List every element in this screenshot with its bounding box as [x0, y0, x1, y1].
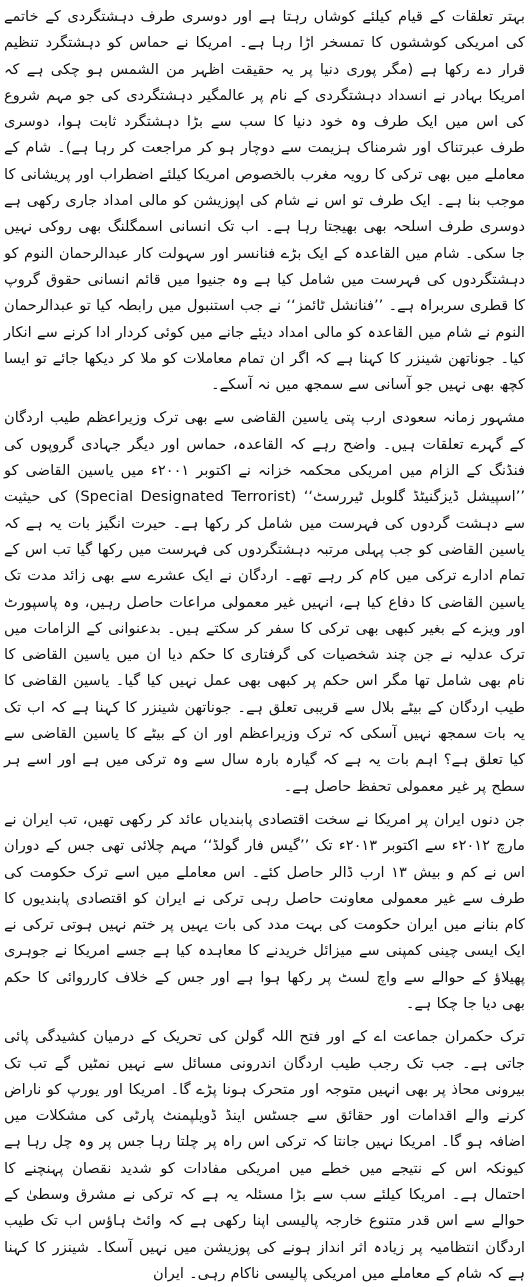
article-body	[4, 4, 525, 1287]
article-paragraph: مشہور زمانہ سعودی ارب پتی یاسین القاضی سے بھی ترک وزیراعظم طیب اردگان کے گہرے تعلقات ہیں۔ واضح رہے کہ القاعدہ، حماس اور دیگر جہادی گروپوں کی فنڈنگ کے الزام میں امریکی محکمہ خزانہ نے اکتوبر ۲۰۰۱ء میں یاسین القاضی کو ’’اسپیشل ڈیزگنیٹڈ گلوبل ٹیررسٹ‘‘ (Special Designated Terrorist) کی حیثیت سے دہشت گردوں کی فہرست میں شامل کر رکھا ہے۔ حیرت انگیز بات یہ ہے کہ یاسین القاضی کو جب پہلی مرتبہ دہشتگردوں کی فہرست میں رکھا گیا تب اس کے تمام ادارے ترکی میں کام کر رہے تھے۔ اردگان نے ایک عشرے سے بھی زائد مدت تک یاسین القاضی کا دفاع کیا ہے، انہیں غیر معمولی مراعات حاصل رہیں، وہ پاسپورٹ اور ویزے کے بغیر کبھی بھی ترکی کا سفر کر سکتے ہیں۔ بدعنوانی کے الزامات میں ترک عدلیہ نے جن چند شخصیات کی گرفتاری کا حکم دیا ان میں یاسین القاضی کا نام بھی شامل تھا مگر اس حکم پر کبھی بھی عمل نہیں کیا گیا۔ یاسین القاضی کا طیب اردگان کے بیٹے بلال سے قریبی تعلق ہے۔ جوناتھن شینزر کا کہنا ہے کہ اب تک یہ بات سمجھ نہیں آسکی کہ ترک وزیراعظم اور ان کے بیٹے کا یاسین القاضی سے کیا تعلق ہے؟ اہم بات یہ ہے کہ گیارہ بارہ سال سے وہ ترکی میں ہے اور اسے ہر سطح پر غیر معمولی تحفظ حاصل ہے۔	[4, 409, 525, 795]
article-paragraph: ترک حکمران جماعت اے کے اور فتح اللہ گولن کی تحریک کے درمیان کشیدگی پائی جاتی ہے۔ جب تک رجب طیب اردگان اندرونی مسائل سے نہیں نمٹیں گے تب تک بیرونی محاذ پر بھی انہیں متوجہ اور متحرک ہونا پڑے گا۔ امریکا اور یورپ کو ناراض کرنے والے اقدامات اور حقائق سے جسٹس اینڈ ڈویلپمنٹ پارٹی کی مشکلات میں اضافہ ہو گا۔ امریکا نہیں جانتا کہ ترکی اس راہ پر چلتا رہا جس پر وہ چل رہا ہے کیونکہ اس کے نتیجے میں خطے میں امریکی مفادات کو شدید نقصان پہنچنے کا احتمال ہے۔ امریکا کیلئے سب سے بڑا مسئلہ یہ ہے کہ ترکی نے مشرق وسطیٰ کے حوالے سے اس قدر متنوع خارجہ پالیسی اپنا رکھی ہے کہ وائٹ ہاؤس اب تک طیب اردگان انتظامیہ پر زیادہ اثر انداز ہونے کی پوزیشن میں نہیں آسکا۔ شینزر کا کہنا ہے کہ شام کے معاملے میں امریکی پالیسی ناکام رہی۔ ایران	[4, 1028, 525, 1282]
article-paragraph: بہتر تعلقات کے قیام کیلئے کوشاں رہتا ہے اور دوسری طرف دہشتگردی کے خاتمے کی امریکی کوششوں کا تمسخر اڑا رہا ہے۔ امریکا نے حماس کو دہشتگرد تنظیم قرار دے رکھا ہے (مگر پوری دنیا پر یہ حقیقت اظہر من الشمس ہو چکی ہے کہ امریکا بہادر نے انسداد دہشتگردی کے نام پر عالمگیر دہشتگردی کی جو مہم شروع کی اس میں ایک طرف وہ خود دنیا کا سب سے بڑا دہشتگرد ثابت ہوا، دوسری طرف عبرتناک اور شرمناک ہزیمت سے دوچار ہو کر مراجعت کر رہا ہے)۔ شام کے معاملے میں بھی ترکی کا رویہ مغرب بالخصوص امریکا کیلئے اضطراب اور پریشانی کا موجب بنا ہے۔ ایک طرف تو اس نے شام کی اپوزیشن کو مالی امداد جاری رکھی ہے دوسری طرف اسلحہ بھی بھیجتا رہا ہے۔ اب تک انسانی اسمگلنگ بھی روکی نہیں جا سکی۔ شام میں القاعدہ کے ایک بڑے فنانسر اور سہولت کار عبدالرحمان النوم کو دہشتگردوں کی فہرست میں شامل کیا ہے وہ جنیوا میں قائم انسانی حقوق گروپ کا قطری سربراہ ہے۔ ’’فنانشل ٹائمز‘‘ نے جب استنبول میں رابطہ کیا تو عبدالرحمان النوم نے شام میں القاعدہ کو مالی امداد دیئے جانے میں کوئی کردار ادا کرنے سے انکار کیا۔ جوناتھن شینزر کا کہنا ہے کہ اگر ان تمام معاملات کو ملا کر دیکھا جائے تو ایسا کچھ بھی نہیں جو آسانی سے سمجھ میں نہ آسکے۔	[4, 8, 525, 394]
article-paragraph: جن دنوں ایران پر امریکا نے سخت اقتصادی پابندیاں عائد کر رکھی تھیں، تب ایران نے مارچ ۲۰۱۲ء سے اکتوبر ۲۰۱۳ء تک ’’گیس فار گولڈ‘‘ مہم چلائی تھی جس کے دوران اس نے کم و بیش ۱۳ ارب ڈالر حاصل کئے۔ اس معاملے میں اسے ترک حکومت کی طرف سے غیر معمولی معاونت حاصل رہی ترکی نے ایران کو اقتصادی پابندیوں کا کام بنانے میں ایران حکومت کی بہت مدد کی بات یہیں پر ختم نہیں ہوتی ترکی نے ایک ایسی چینی کمپنی سے میزائل خریدنے کا معاہدہ کیا ہے جسے امریکا نے جوہری پھیلاؤ کے حوالے سے واچ لسٹ پر رکھا ہوا ہے اور جس کے خلاف کارروائی کا حکم بھی دیا جا چکا ہے۔	[4, 810, 525, 1012]
